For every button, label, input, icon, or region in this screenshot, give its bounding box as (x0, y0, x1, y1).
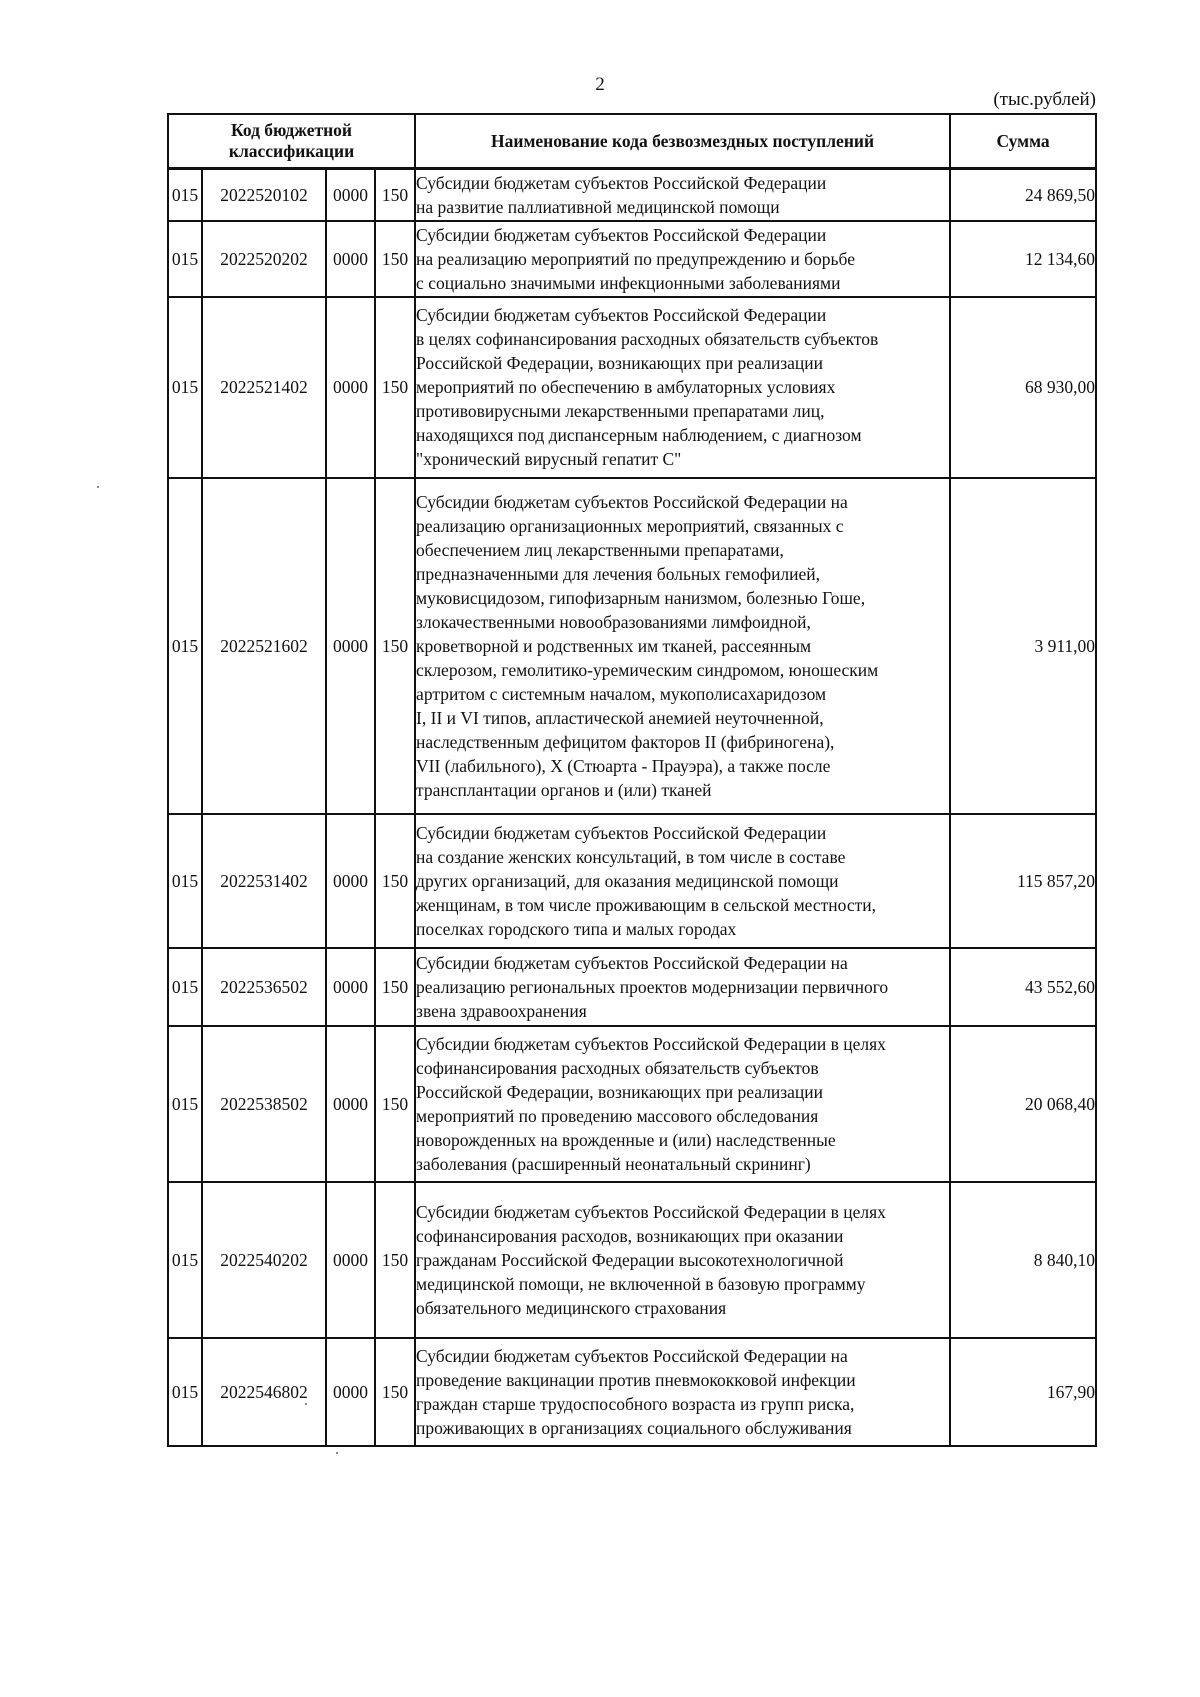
table-row (168, 478, 1096, 814)
description-line: обязательного медицинского страхования (416, 1297, 727, 1318)
income-code-cell: 2022531402 (202, 814, 326, 948)
header-code: Код бюджетной классификации (168, 114, 415, 169)
program-code-cell: 0000 (326, 221, 375, 297)
program-code-cell: 0000 (326, 1026, 375, 1182)
description-line: Субсидии бюджетам субъектов Российской Федерации (416, 172, 827, 193)
description-line: в целях софинансирования расходных обязательств субъектов (416, 329, 879, 349)
program-code-cell: 0000 (326, 478, 375, 814)
table-row (168, 1338, 1096, 1446)
description-line: проведение вакцинации против пневмококковой инфекции (416, 1369, 856, 1390)
description-line: софинансирования расходных обязательств субъектов (416, 1057, 819, 1078)
economic-code-cell: 150 (375, 1338, 415, 1446)
description-line: Субсидии бюджетам субъектов Российской Федерации на (416, 491, 848, 512)
admin-code-cell: 015 (168, 297, 202, 478)
description-line: заболевания (расширенный неонатальный скрининг) (416, 1153, 811, 1174)
description-cell (415, 814, 950, 948)
table-row (168, 221, 1096, 297)
economic-code-cell: 150 (375, 1182, 415, 1338)
income-code-cell: 2022520102 (202, 169, 326, 221)
program-code-cell: 0000 (326, 1338, 375, 1446)
description-line: артритом с системным началом, мукополисахаридозом (416, 683, 827, 704)
sum-cell: 3 911,00 (950, 478, 1096, 814)
economic-code-cell: 150 (375, 169, 415, 221)
description-line: "хронический вирусный гепатит С" (416, 449, 682, 469)
description-cell (415, 1182, 950, 1338)
description-line: склерозом, гемолитико-уремическим синдромом, юношеским (416, 659, 879, 680)
program-code-cell: 0000 (326, 297, 375, 478)
description-line: медицинской помощи, не включенной в базовую программу (416, 1273, 866, 1294)
description-line: Субсидии бюджетам субъектов Российской Федерации (416, 305, 827, 325)
table-row (168, 1026, 1096, 1182)
table-row (168, 1182, 1096, 1338)
income-code-cell: 2022540202 (202, 1182, 326, 1338)
description-cell (415, 1026, 950, 1182)
economic-code-cell: 150 (375, 297, 415, 478)
description-line: гражданам Российской Федерации высокотехнологичной (416, 1249, 844, 1270)
table-header-row (168, 114, 1096, 169)
description-line: Субсидии бюджетам субъектов Российской Федерации на (416, 1345, 848, 1366)
program-code-cell: 0000 (326, 814, 375, 948)
economic-code-cell: 150 (375, 478, 415, 814)
program-code-cell: 0000 (326, 948, 375, 1026)
header-name: Наименование кода безвозмездных поступлений (415, 114, 950, 169)
budget-table (167, 113, 1097, 1447)
description-line: новорожденных на врожденные и (или) наследственные (416, 1129, 836, 1150)
description-line: с социально значимыми инфекционными заболеваниями (416, 272, 841, 293)
income-code-cell: 2022521602 (202, 478, 326, 814)
description-line: на развитие паллиативной медицинской помощи (416, 196, 780, 217)
sum-cell: 68 930,00 (950, 297, 1096, 478)
description-line: Российской Федерации, возникающих при реализации (416, 353, 824, 373)
table-row (168, 297, 1096, 478)
description-line: трансплантации органов и (или) тканей (416, 779, 712, 800)
description-line: злокачественными новообразованиями лимфоидной, (416, 611, 811, 632)
income-code-cell: 2022538502 (202, 1026, 326, 1182)
income-code-cell: 2022521402 (202, 297, 326, 478)
income-code-cell: 2022520202 (202, 221, 326, 297)
description-line: Субсидии бюджетам субъектов Российской Федерации в целях (416, 1201, 886, 1222)
admin-code-cell: 015 (168, 814, 202, 948)
description-line: проживающих в организациях социального обслуживания (416, 1417, 852, 1438)
description-line: на реализацию мероприятий по предупреждению и борьбе (416, 248, 855, 269)
description-line: противовирусными лекарственными препаратами лиц, (416, 401, 825, 421)
description-line: реализацию региональных проектов модернизации первичного (416, 976, 889, 997)
table-body (168, 169, 1096, 1446)
sum-cell: 167,90 (950, 1338, 1096, 1446)
description-line: находящихся под диспансерным наблюдением, с диагнозом (416, 425, 862, 445)
description-line: звена здравоохранения (416, 1000, 587, 1021)
program-code-cell: 0000 (326, 169, 375, 221)
description-line: Субсидии бюджетам субъектов Российской Федерации (416, 822, 827, 843)
sum-cell: 20 068,40 (950, 1026, 1096, 1182)
description-line: предназначенными для лечения больных гемофилией, (416, 563, 821, 584)
description-line: Субсидии бюджетам субъектов Российской Федерации (416, 224, 827, 245)
table-row (168, 948, 1096, 1026)
admin-code-cell: 015 (168, 1182, 202, 1338)
description-cell (415, 297, 950, 478)
scan-speck (305, 1403, 307, 1405)
table-row (168, 814, 1096, 948)
description-line: граждан старше трудоспособного возраста из групп риска, (416, 1393, 855, 1414)
description-cell (415, 221, 950, 297)
program-code-cell: 0000 (326, 1182, 375, 1338)
admin-code-cell: 015 (168, 169, 202, 221)
income-code-cell: 2022546802 (202, 1338, 326, 1446)
description-line: муковисцидозом, гипофизарным нанизмом, болезнью Гоше, (416, 587, 866, 608)
description-cell (415, 1338, 950, 1446)
admin-code-cell: 015 (168, 948, 202, 1026)
description-cell (415, 948, 950, 1026)
sum-cell: 8 840,10 (950, 1182, 1096, 1338)
economic-code-cell: 150 (375, 814, 415, 948)
units-label: (тыс.рублей) (993, 89, 1096, 110)
description-line: софинансирования расходов, возникающих при оказании (416, 1225, 844, 1246)
description-line: I, II и VI типов, апластической анемией неуточненной, (416, 707, 824, 728)
economic-code-cell: 150 (375, 948, 415, 1026)
description-line: Субсидии бюджетам субъектов Российской Федерации на (416, 952, 848, 973)
description-line: женщинам, в том числе проживающим в сельской местности, (416, 894, 876, 915)
description-line: других организаций, для оказания медицинской помощи (416, 870, 839, 891)
description-line: мероприятий по проведению массового обследования (416, 1105, 819, 1126)
sum-cell: 12 134,60 (950, 221, 1096, 297)
description-cell (415, 169, 950, 221)
admin-code-cell: 015 (168, 478, 202, 814)
description-line: VII (лабильного), X (Стюарта - Прауэра), а также после (416, 755, 831, 776)
economic-code-cell: 150 (375, 1026, 415, 1182)
income-code-cell: 2022536502 (202, 948, 326, 1026)
header-sum: Сумма (950, 114, 1096, 169)
sum-cell: 24 869,50 (950, 169, 1096, 221)
scan-speck (336, 1452, 338, 1454)
description-line: Российской Федерации, возникающих при реализации (416, 1081, 824, 1102)
admin-code-cell: 015 (168, 1026, 202, 1182)
description-line: мероприятий по обеспечению в амбулаторных условиях (416, 377, 836, 397)
table-row (168, 169, 1096, 221)
description-line: Субсидии бюджетам субъектов Российской Федерации в целях (416, 1033, 886, 1054)
description-line: поселках городского типа и малых городах (416, 918, 737, 939)
description-line: наследственным дефицитом факторов II (фибриногена), (416, 731, 835, 752)
admin-code-cell: 015 (168, 221, 202, 297)
scan-speck (97, 486, 99, 488)
sum-cell: 115 857,20 (950, 814, 1096, 948)
description-line: обеспечением лиц лекарственными препаратами, (416, 539, 784, 560)
sum-cell: 43 552,60 (950, 948, 1096, 1026)
description-cell (415, 478, 950, 814)
admin-code-cell: 015 (168, 1338, 202, 1446)
description-line: на создание женских консультаций, в том числе в составе (416, 846, 846, 867)
page-number: 2 (595, 74, 605, 95)
economic-code-cell: 150 (375, 221, 415, 297)
description-line: кроветворной и родственных им тканей, рассеянным (416, 635, 812, 656)
description-line: реализацию организационных мероприятий, связанных с (416, 515, 844, 536)
